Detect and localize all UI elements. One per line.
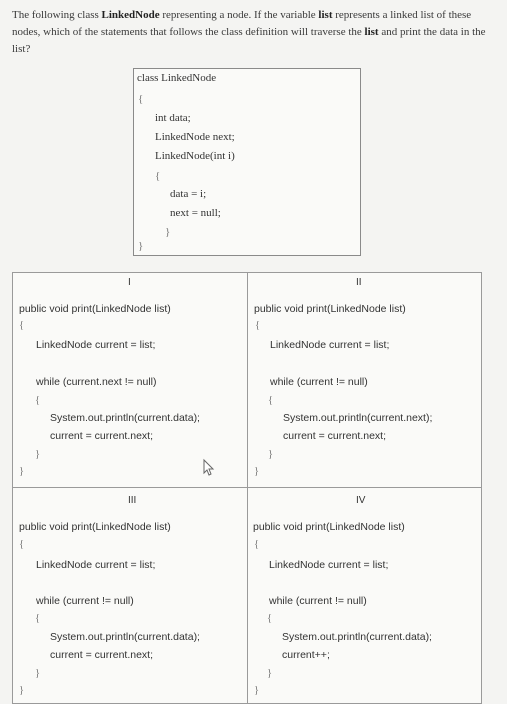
- class-open-brace: {: [138, 93, 144, 105]
- field-data: int data;: [155, 112, 191, 124]
- field-next: LinkedNode next;: [155, 131, 235, 143]
- question-part: and print the data in the list?: [12, 26, 486, 55]
- while-condition: while (current != null): [269, 595, 367, 607]
- loop-open-brace: {: [267, 613, 273, 624]
- current-declaration: LinkedNode current = list;: [36, 559, 156, 571]
- print-statement: System.out.println(current.data);: [50, 631, 200, 643]
- current-declaration: LinkedNode current = list;: [269, 559, 389, 571]
- loop-open-brace: {: [35, 613, 41, 624]
- loop-close-brace: }: [268, 449, 274, 460]
- option-I: [13, 273, 248, 488]
- question-text: [12, 7, 500, 58]
- class-header: class LinkedNode: [137, 72, 217, 84]
- option-II: [248, 273, 481, 488]
- question-part: The following class: [12, 9, 102, 21]
- question-emphasis-list: list: [364, 26, 379, 38]
- while-condition: while (current != null): [270, 376, 368, 388]
- constructor-signature: LinkedNode(int i): [155, 150, 235, 162]
- assign-next: next = null;: [170, 207, 221, 219]
- option-III: [13, 488, 248, 703]
- advance-statement: current = current.next;: [283, 430, 387, 442]
- print-statement: System.out.println(current.data);: [282, 631, 432, 643]
- loop-close-brace: }: [35, 449, 41, 460]
- question-part: represents a linked list of these nodes, which of the statements that follows the class definition will traverse the: [12, 9, 472, 38]
- print-statement: System.out.println(current.next);: [283, 412, 433, 424]
- method-signature: public void print(LinkedNode list): [254, 303, 406, 315]
- current-declaration: LinkedNode current = list;: [270, 339, 390, 351]
- option-numeral: II: [356, 277, 362, 288]
- method-open-brace: {: [19, 539, 25, 550]
- method-close-brace: }: [254, 466, 260, 477]
- method-open-brace: {: [19, 320, 25, 331]
- advance-statement: current++;: [282, 649, 330, 661]
- option-IV: [248, 488, 481, 703]
- advance-statement: current = current.next;: [50, 430, 154, 442]
- option-numeral: I: [128, 277, 131, 288]
- method-open-brace: {: [255, 320, 261, 331]
- loop-open-brace: {: [268, 395, 274, 406]
- while-condition: while (current.next != null): [36, 376, 157, 388]
- method-open-brace: {: [254, 539, 260, 550]
- question-emphasis-linkednode: LinkedNode: [101, 9, 160, 21]
- option-numeral: III: [128, 495, 137, 506]
- current-declaration: LinkedNode current = list;: [36, 339, 156, 351]
- method-signature: public void print(LinkedNode list): [253, 521, 405, 533]
- method-signature: public void print(LinkedNode list): [19, 303, 171, 315]
- method-close-brace: }: [19, 685, 25, 696]
- mouse-pointer-icon: [199, 458, 215, 476]
- method-signature: public void print(LinkedNode list): [19, 521, 171, 533]
- loop-close-brace: }: [267, 668, 273, 679]
- while-condition: while (current != null): [36, 595, 134, 607]
- options-grid: [12, 272, 482, 704]
- loop-open-brace: {: [35, 395, 41, 406]
- constructor-open-brace: {: [155, 170, 161, 182]
- method-close-brace: }: [19, 466, 25, 477]
- loop-close-brace: }: [35, 668, 41, 679]
- assign-data: data = i;: [170, 188, 207, 200]
- print-statement: System.out.println(current.data);: [50, 412, 200, 424]
- constructor-close-brace: }: [165, 226, 171, 238]
- advance-statement: current = current.next;: [50, 649, 154, 661]
- question-emphasis-list: list: [318, 9, 333, 21]
- method-close-brace: }: [254, 685, 260, 696]
- question-part: representing a node. If the variable: [159, 9, 319, 21]
- option-numeral: IV: [356, 495, 366, 506]
- class-definition-box: [133, 68, 361, 256]
- class-close-brace: }: [138, 240, 144, 252]
